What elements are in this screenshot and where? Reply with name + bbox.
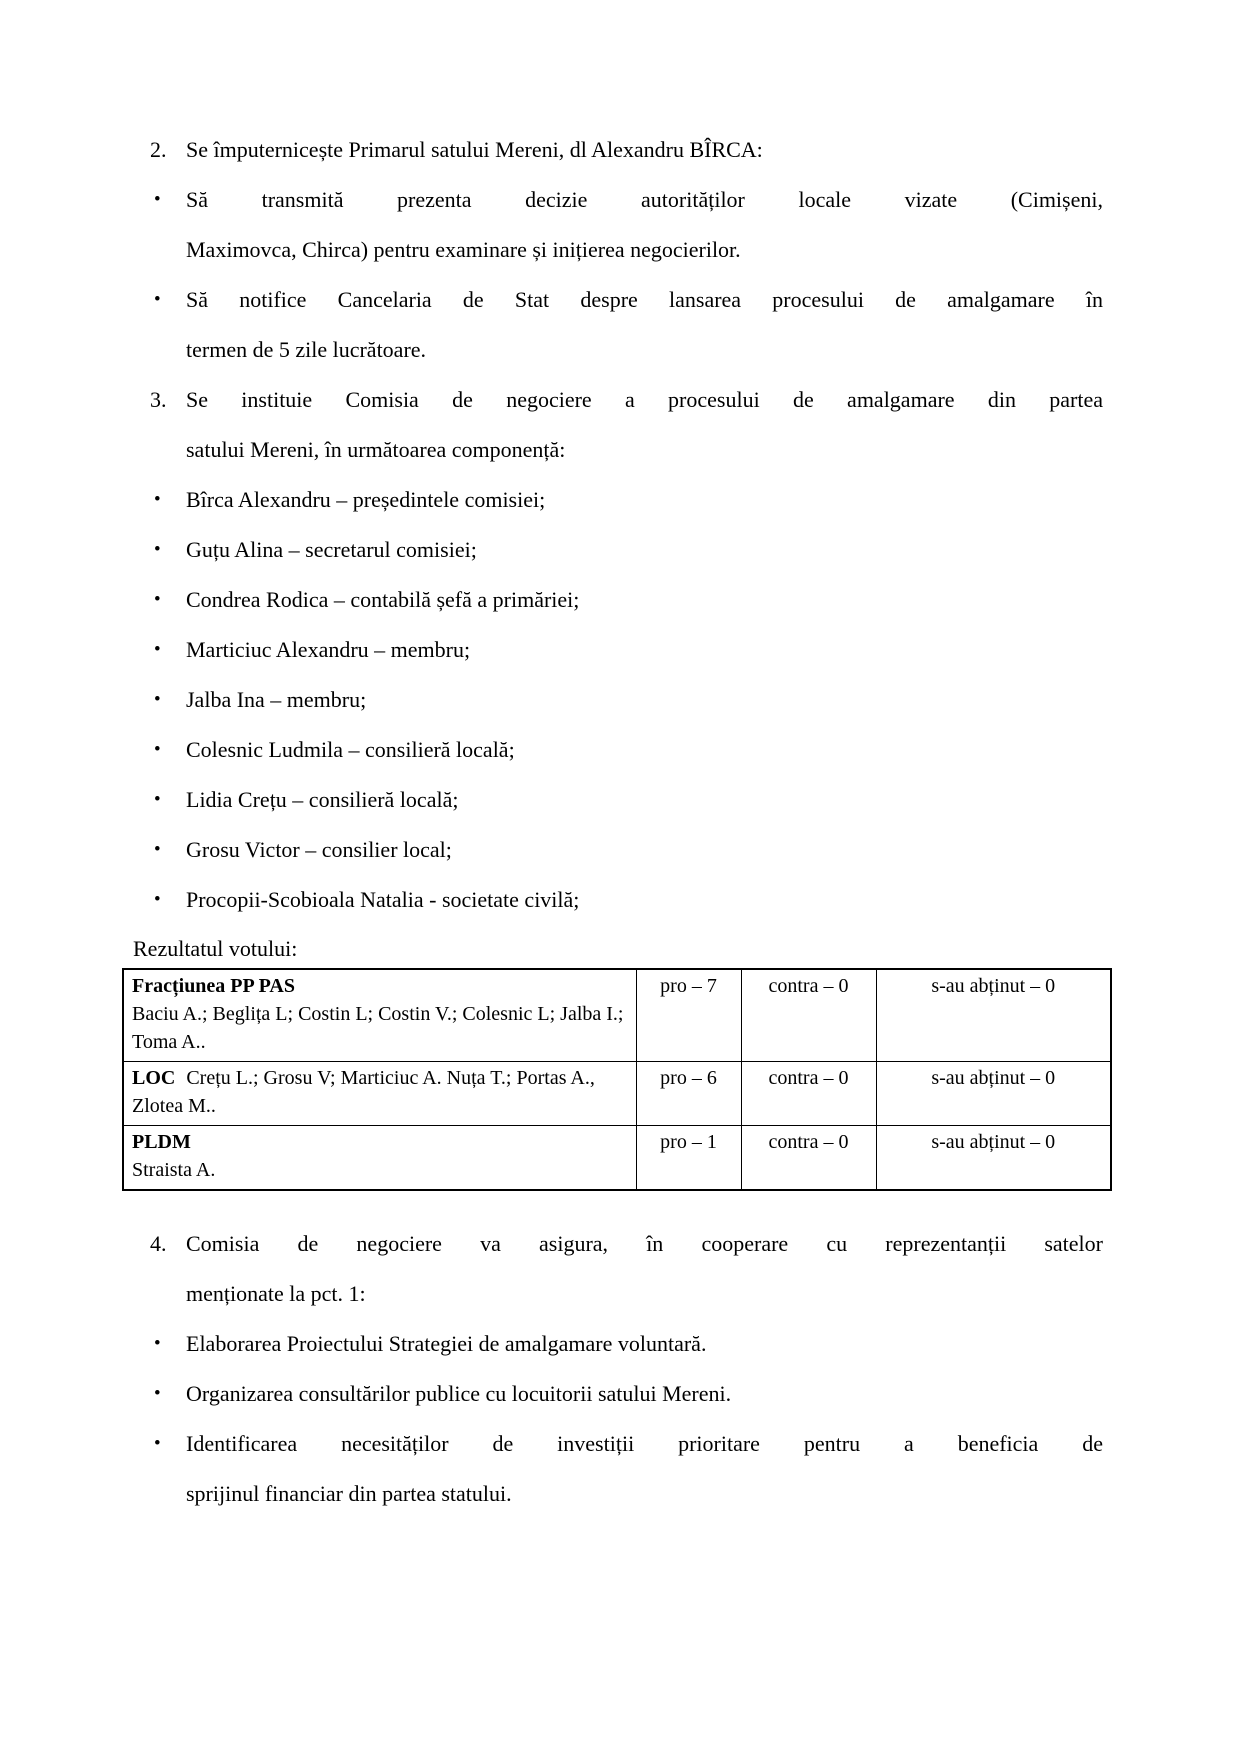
bullet-icon: • xyxy=(154,839,161,860)
paragraph-line: Bîrca Alexandru – președintele comisiei; xyxy=(186,487,546,512)
bullet-icon: • xyxy=(154,789,161,810)
contra-cell: contra – 0 xyxy=(741,969,876,1062)
bullet-icon: • xyxy=(154,889,161,910)
bullet-icon: • xyxy=(154,489,161,510)
faction-name: Fracțiunea PP PAS xyxy=(132,975,295,997)
paragraph-line: Guțu Alina – secretarul comisiei; xyxy=(186,537,477,562)
bullet-icon: • xyxy=(154,589,161,610)
bullet-item xyxy=(150,525,1103,575)
bullet-icon: • xyxy=(154,539,161,560)
paragraph-line: satului Mereni, în următoarea componență: xyxy=(186,437,566,462)
bullet-icon: • xyxy=(154,289,161,310)
bullet-item xyxy=(150,575,1103,625)
paragraph-line: Să notifice Cancelaria de Stat despre lansarea procesului de amalgamare în xyxy=(186,287,1103,312)
paragraph-line: Comisia de negociere va asigura, în cooperare cu reprezentanții satelor xyxy=(186,1231,1103,1256)
paragraph-line: Colesnic Ludmila – consilieră locală; xyxy=(186,737,515,762)
numbered-item xyxy=(150,375,1103,475)
pro-cell: pro – 7 xyxy=(636,969,741,1062)
vote-results-table xyxy=(122,968,1112,1191)
bullet-item xyxy=(150,175,1103,275)
faction-members: Straista A. xyxy=(132,1159,216,1181)
bullet-item xyxy=(150,675,1103,725)
bullet-item xyxy=(150,875,1103,925)
abstain-cell: s-au abținut – 0 xyxy=(876,1126,1111,1191)
faction-cell xyxy=(123,969,636,1062)
paragraph-line: Identificarea necesităților de investiții prioritare pentru a beneficia de xyxy=(186,1431,1103,1456)
abstain-cell: s-au abținut – 0 xyxy=(876,1062,1111,1126)
bullet-icon: • xyxy=(154,689,161,710)
paragraph-line: termen de 5 zile lucrătoare. xyxy=(186,337,427,362)
numbered-item xyxy=(150,1219,1103,1319)
contra-cell: contra – 0 xyxy=(741,1126,876,1191)
paragraph-line: Elaborarea Proiectului Strategiei de amalgamare voluntară. xyxy=(186,1331,707,1356)
faction-name: PLDM xyxy=(132,1131,191,1153)
bullet-item xyxy=(150,1319,1103,1369)
table-row-loc xyxy=(123,1062,1111,1126)
bullet-item xyxy=(150,825,1103,875)
vote-results-heading: Rezultatul votului: xyxy=(133,936,298,961)
paragraph-line: Condrea Rodica – contabilă șefă a primăriei; xyxy=(186,587,580,612)
item-number: 2. xyxy=(150,137,167,162)
paragraph-line: Procopii-Scobioala Natalia - societate civilă; xyxy=(186,887,580,912)
bullet-item xyxy=(150,1369,1103,1419)
bullet-item xyxy=(150,625,1103,675)
bullet-item xyxy=(150,775,1103,825)
item-number: 3. xyxy=(150,387,167,412)
paragraph-line: Maximovca, Chirca) pentru examinare și inițierea negocierilor. xyxy=(186,237,741,262)
faction-cell xyxy=(123,1126,636,1191)
paragraph-line: Să transmită prezenta decizie autorităților locale vizate (Cimișeni, xyxy=(186,187,1103,212)
pro-cell: pro – 6 xyxy=(636,1062,741,1126)
contra-cell: contra – 0 xyxy=(741,1062,876,1126)
item-number: 4. xyxy=(150,1231,167,1256)
paragraph-line: menționate la pct. 1: xyxy=(186,1281,366,1306)
bullet-item xyxy=(150,725,1103,775)
bullet-item xyxy=(150,475,1103,525)
bullet-icon: • xyxy=(154,639,161,660)
faction-cell xyxy=(123,1062,636,1126)
bullet-icon: • xyxy=(154,1383,161,1404)
paragraph-line: Organizarea consultărilor publice cu locuitorii satului Mereni. xyxy=(186,1381,732,1406)
numbered-item xyxy=(150,125,1103,175)
paragraph-line: Se instituie Comisia de negociere a procesului de amalgamare din partea xyxy=(186,387,1103,412)
bullet-item xyxy=(150,275,1103,375)
paragraph-line: sprijinul financiar din partea statului. xyxy=(186,1481,512,1506)
faction-name: LOC xyxy=(132,1067,176,1089)
faction-members: Baciu A.; Beglița L; Costin L; Costin V.; Colesnic L; Jalba I.; Toma A.. xyxy=(132,1003,624,1053)
paragraph-line: Jalba Ina – membru; xyxy=(186,687,367,712)
paragraph-line: Se împuternicește Primarul satului Mereni, dl Alexandru BÎRCA: xyxy=(186,137,763,162)
bullet-icon: • xyxy=(154,1433,161,1454)
paragraph-line: Grosu Victor – consilier local; xyxy=(186,837,452,862)
table-row-pp-pas xyxy=(123,969,1111,1062)
table-row-pldm xyxy=(123,1126,1111,1191)
paragraph-line: Lidia Crețu – consilieră locală; xyxy=(186,787,459,812)
abstain-cell: s-au abținut – 0 xyxy=(876,969,1111,1062)
faction-members: Crețu L.; Grosu V; Marticiuc A. Nuța T.; Portas A., Zlotea M.. xyxy=(132,1067,595,1117)
bullet-icon: • xyxy=(154,739,161,760)
bullet-icon: • xyxy=(154,1333,161,1354)
paragraph-line: Marticiuc Alexandru – membru; xyxy=(186,637,471,662)
bullet-item xyxy=(150,1419,1103,1519)
bullet-icon: • xyxy=(154,189,161,210)
pro-cell: pro – 1 xyxy=(636,1126,741,1191)
